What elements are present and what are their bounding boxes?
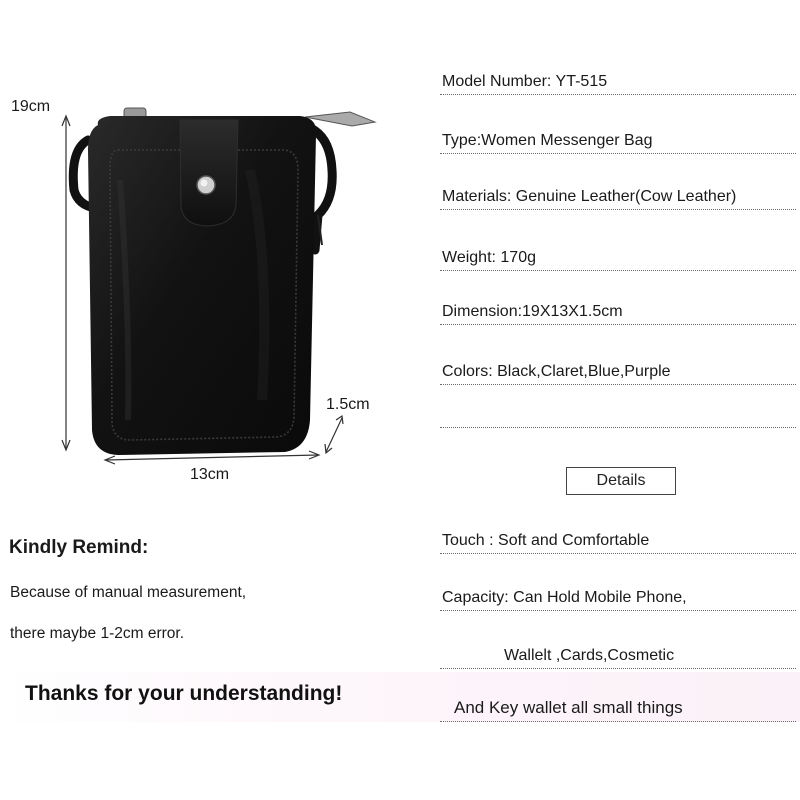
detail-capacity-cont	[440, 641, 796, 671]
width-arrow	[106, 455, 318, 460]
dotted-divider	[440, 553, 796, 554]
detail-text: Capacity: Can Hold Mobile Phone,	[442, 589, 687, 606]
bag-illustration	[0, 0, 420, 500]
thanks-text: Thanks for your understanding!	[25, 682, 343, 705]
dotted-divider	[440, 94, 796, 95]
dotted-divider	[440, 324, 796, 325]
remind-line-2: there maybe 1-2cm error.	[10, 625, 185, 642]
spec-text: Weight: 170g	[442, 249, 536, 266]
spec-model-number	[440, 67, 796, 97]
dotted-divider	[440, 721, 796, 722]
spec-text: Dimension:19X13X1.5cm	[442, 303, 623, 320]
remind-title: Kindly Remind:	[9, 537, 149, 558]
dotted-divider	[440, 153, 796, 154]
detail-text: Wallelt ,Cards,Cosmetic	[504, 647, 675, 664]
width-label: 13cm	[190, 466, 230, 483]
detail-capacity	[440, 583, 796, 613]
dotted-divider	[440, 610, 796, 611]
depth-label: 1.5cm	[326, 396, 370, 413]
spec-text: Type:Women Messenger Bag	[442, 132, 653, 149]
depth-arrow	[326, 418, 342, 452]
detail-text: And Key wallet all small things	[454, 698, 683, 717]
spec-type	[440, 126, 796, 156]
detail-text: Touch : Soft and Comfortable	[442, 532, 650, 549]
product-image	[0, 0, 420, 500]
details-header: Details	[566, 467, 676, 495]
spec-weight	[440, 243, 796, 273]
dotted-divider	[440, 668, 796, 669]
spec-text: Model Number: YT-515	[442, 73, 608, 90]
dotted-divider	[440, 384, 796, 385]
detail-small-things	[440, 694, 796, 724]
spec-dimension	[440, 297, 796, 327]
remind-line-1: Because of manual measurement,	[10, 584, 247, 601]
detail-touch	[440, 526, 796, 556]
dotted-divider	[440, 270, 796, 271]
dotted-divider	[440, 209, 796, 210]
spec-text: Materials: Genuine Leather(Cow Leather)	[442, 188, 737, 205]
spec-empty-row	[440, 400, 796, 430]
spec-colors	[440, 357, 796, 387]
spec-materials	[440, 182, 796, 212]
spec-text: Colors: Black,Claret,Blue,Purple	[442, 363, 671, 380]
height-label: 19cm	[11, 98, 51, 115]
dotted-divider	[440, 427, 796, 428]
